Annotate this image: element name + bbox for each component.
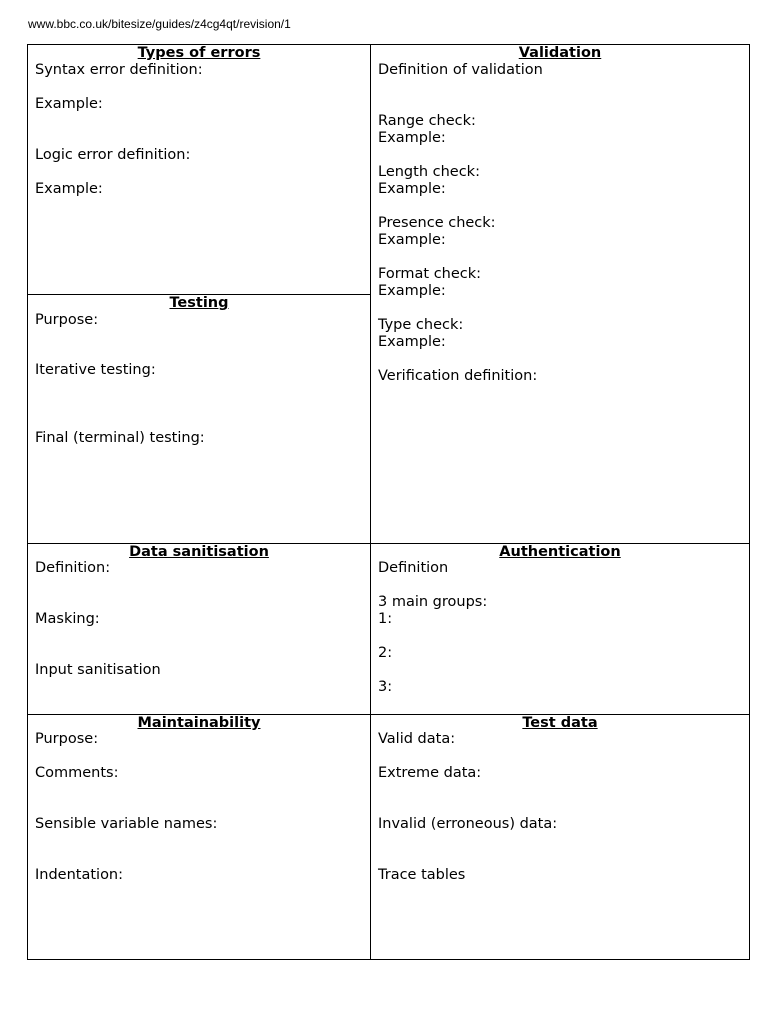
maintainability-title: Maintainability	[137, 715, 261, 731]
length-check-example-label: Example:	[378, 181, 446, 197]
group-1-label: 1:	[378, 611, 393, 627]
source-url: www.bbc.co.uk/bitesize/guides/z4cg4qt/revision/1	[28, 17, 291, 31]
invalid-data-label: Invalid (erroneous) data:	[378, 816, 558, 832]
syntax-error-definition-label: Syntax error definition:	[35, 62, 203, 78]
iterative-testing-label: Iterative testing:	[35, 362, 156, 378]
indentation-label: Indentation:	[35, 867, 124, 883]
authentication-definition-label: Definition	[378, 560, 449, 576]
syntax-error-example-label: Example:	[35, 96, 103, 112]
authentication-section	[371, 543, 749, 714]
input-sanitisation-label: Input sanitisation	[35, 662, 161, 678]
masking-label: Masking:	[35, 611, 100, 627]
logic-error-example-label: Example:	[35, 181, 103, 197]
extreme-data-label: Extreme data:	[378, 765, 482, 781]
test-data-section	[371, 714, 749, 959]
data-sanitisation-section	[28, 543, 371, 714]
logic-error-definition-label: Logic error definition:	[35, 147, 191, 163]
type-check-example-label: Example:	[378, 334, 446, 350]
trace-tables-label: Trace tables	[378, 867, 466, 883]
testing-section	[28, 294, 371, 543]
length-check-label: Length check:	[378, 164, 480, 180]
valid-data-label: Valid data:	[378, 731, 456, 747]
group-3-label: 3:	[378, 679, 393, 695]
format-check-label: Format check:	[378, 266, 482, 282]
group-2-label: 2:	[378, 645, 393, 661]
revision-grid	[27, 44, 750, 960]
verification-definition-label: Verification definition:	[378, 368, 538, 384]
presence-check-example-label: Example:	[378, 232, 446, 248]
validation-section	[371, 45, 749, 543]
variable-names-label: Sensible variable names:	[35, 816, 218, 832]
sanitisation-definition-label: Definition:	[35, 560, 111, 576]
testing-title: Testing	[169, 295, 229, 311]
type-check-label: Type check:	[378, 317, 464, 333]
validation-title: Validation	[518, 45, 602, 61]
range-check-example-label: Example:	[378, 130, 446, 146]
authentication-title: Authentication	[499, 544, 621, 560]
maintainability-section	[28, 714, 371, 959]
validation-definition-label: Definition of validation	[378, 62, 543, 78]
data-sanitisation-title: Data sanitisation	[129, 544, 269, 560]
comments-label: Comments:	[35, 765, 119, 781]
presence-check-label: Presence check:	[378, 215, 496, 231]
main-groups-label: 3 main groups:	[378, 594, 488, 610]
test-data-title: Test data	[522, 715, 598, 731]
format-check-example-label: Example:	[378, 283, 446, 299]
maintainability-purpose-label: Purpose:	[35, 731, 99, 747]
range-check-label: Range check:	[378, 113, 476, 129]
types-of-errors-title: Types of errors	[137, 45, 261, 61]
testing-purpose-label: Purpose:	[35, 312, 99, 328]
types-of-errors-section	[28, 45, 371, 295]
final-testing-label: Final (terminal) testing:	[35, 430, 205, 446]
